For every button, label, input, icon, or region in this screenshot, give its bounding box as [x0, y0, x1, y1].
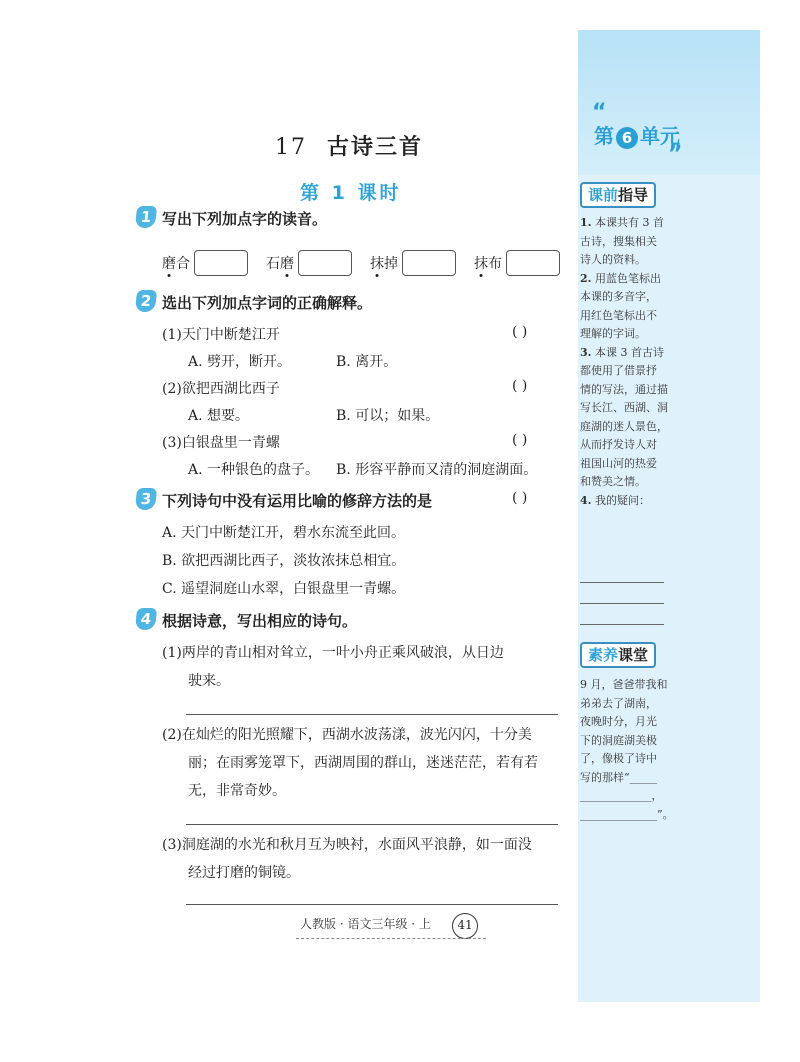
- pinyin-row: [162, 250, 578, 276]
- pinyin-answer-box[interactable]: [298, 250, 352, 276]
- q4-sub2-line3: 无，非常奇妙。: [188, 783, 286, 799]
- question-2-prompt: 选出下列加点字词的正确解释。: [162, 294, 373, 312]
- q3-option-c: C. 遥望洞庭山水翠，白银盘里一青螺。: [162, 581, 406, 597]
- q4-sub2-line2: 丽；在雨雾笼罩下，西湖周围的群山，迷迷茫茫，若有若: [188, 755, 538, 771]
- guide-line: 诗人的资料。: [580, 253, 646, 266]
- question-line-2: [580, 603, 664, 604]
- question-1-badge: 1: [135, 206, 157, 228]
- guide-heading: 课前指导: [580, 182, 656, 208]
- class-line: 写的那样“_____: [580, 770, 658, 784]
- class-text: [580, 676, 674, 824]
- question-4-prompt: 根据诗意，写出相应的诗句。: [162, 612, 358, 630]
- guide-line: 从而抒发诗人对: [580, 438, 657, 451]
- pinyin-item-2: [266, 250, 352, 276]
- pinyin-item-4: [474, 250, 560, 276]
- question-line-1: [580, 582, 664, 583]
- pinyin-item-1: [162, 250, 248, 276]
- answer-paren[interactable]: ( ): [512, 378, 528, 394]
- close-quote-icon: ”: [668, 142, 683, 167]
- pinyin-answer-box[interactable]: [402, 250, 456, 276]
- guide-line: 庭湖的迷人景色，: [580, 419, 668, 433]
- q4-sub1-line2: 驶来。: [188, 673, 230, 689]
- q2-sub3-option-b: B. 形容平静而又清的洞庭湖面。: [336, 462, 538, 478]
- footer-text: 人教版 · 语文三年级 · 上: [300, 917, 431, 931]
- pinyin-item-3: [370, 250, 456, 276]
- class-line: ______________”。: [580, 807, 674, 821]
- word: 石磨: [266, 253, 294, 273]
- guide-line: 1. 本课共有 3 首: [580, 216, 664, 229]
- guide-line: 3. 本课 3 首古诗: [580, 345, 664, 359]
- guide-line: 祖国山河的热爱: [580, 456, 657, 470]
- word: 磨合: [162, 253, 190, 273]
- answer-line-3[interactable]: [186, 904, 558, 905]
- q2-sub1-option-a: A. 劈开，断开。: [188, 354, 292, 370]
- q4-sub1-line1: (1)两岸的青山相对耸立，一叶小舟正乘风破浪，从日边: [162, 645, 504, 661]
- q2-sub1-stem: (1)天门中断楚江开: [162, 327, 280, 343]
- q2-sub3-stem: (3)白银盘里一青螺: [162, 435, 280, 451]
- q3-option-b: B. 欲把西湖比西子，淡妆浓抹总相宜。: [162, 553, 406, 569]
- guide-line: 情的写法，通过描: [580, 382, 668, 396]
- class-line: 弟弟去了湖南，: [580, 696, 657, 710]
- guide-line: 古诗，搜集相关: [580, 234, 657, 248]
- q4-sub3-line2: 经过打磨的铜镜。: [188, 865, 300, 881]
- unit-label: 第 6 单元: [594, 124, 680, 148]
- answer-paren[interactable]: ( ): [512, 324, 528, 340]
- class-line: 了，像极了诗中: [580, 752, 657, 765]
- question-1-prompt: 写出下列加点字的读音。: [162, 210, 328, 228]
- q3-option-a: A. 天门中断楚江开，碧水东流至此回。: [162, 525, 406, 541]
- pinyin-answer-box[interactable]: [194, 250, 248, 276]
- guide-line: 和赞美之情。: [580, 475, 646, 488]
- page-number: 41: [452, 913, 478, 939]
- question-3-prompt: 下列诗句中没有运用比喻的修辞方法的是: [162, 492, 433, 510]
- guide-line: 用红色笔标出不: [580, 308, 657, 322]
- lesson-title: 17 古诗三首: [275, 134, 424, 160]
- q4-sub2-line1: (2)在灿烂的阳光照耀下，西湖水波荡漾，波光闪闪，十分美: [162, 727, 532, 743]
- answer-line-1[interactable]: [186, 714, 558, 715]
- question-4-badge: 4: [135, 608, 157, 630]
- period-label: 第 1 课时: [300, 182, 402, 204]
- class-line: _____________，: [580, 789, 663, 802]
- word: 抹掉: [370, 253, 398, 273]
- q2-sub2-stem: (2)欲把西湖比西子: [162, 381, 280, 397]
- guide-line: 2. 用蓝色笔标出: [580, 271, 661, 285]
- class-line: 夜晚时分，月光: [580, 715, 657, 728]
- question-2-badge: 2: [135, 290, 157, 312]
- answer-paren[interactable]: ( ): [512, 432, 528, 448]
- guide-line: 写长江、西湖、洞: [580, 401, 668, 414]
- pinyin-answer-box[interactable]: [506, 250, 560, 276]
- answer-paren[interactable]: ( ): [512, 490, 528, 506]
- class-line: 9 月，爸爸带我和: [580, 678, 668, 691]
- q2-sub2-option-a: A. 想要。: [188, 408, 250, 424]
- guide-line: 4. 我的疑问：: [580, 493, 650, 507]
- guide-line: 理解的字词。: [580, 327, 646, 340]
- question-line-3: [580, 624, 664, 625]
- guide-text: [580, 214, 670, 510]
- q4-sub3-line1: (3)洞庭湖的水光和秋月互为映衬，水面风平浪静，如一面没: [162, 837, 532, 853]
- q2-sub1-option-b: B. 离开。: [336, 354, 398, 370]
- answer-line-2[interactable]: [186, 824, 558, 825]
- open-quote-icon: “: [592, 100, 607, 125]
- q2-sub2-option-b: B. 可以；如果。: [336, 408, 440, 424]
- footer-divider: [296, 938, 486, 939]
- class-heading: 素养课堂: [580, 642, 656, 668]
- class-line: 下的洞庭湖美极: [580, 733, 657, 747]
- q2-sub3-option-a: A. 一种银色的盘子。: [188, 462, 320, 478]
- word: 抹布: [474, 253, 502, 273]
- guide-line: 都使用了借景抒: [580, 364, 657, 377]
- question-3-badge: 3: [135, 488, 157, 510]
- guide-line: 本课的多音字，: [580, 290, 657, 303]
- sidebar-panel: [578, 30, 760, 1002]
